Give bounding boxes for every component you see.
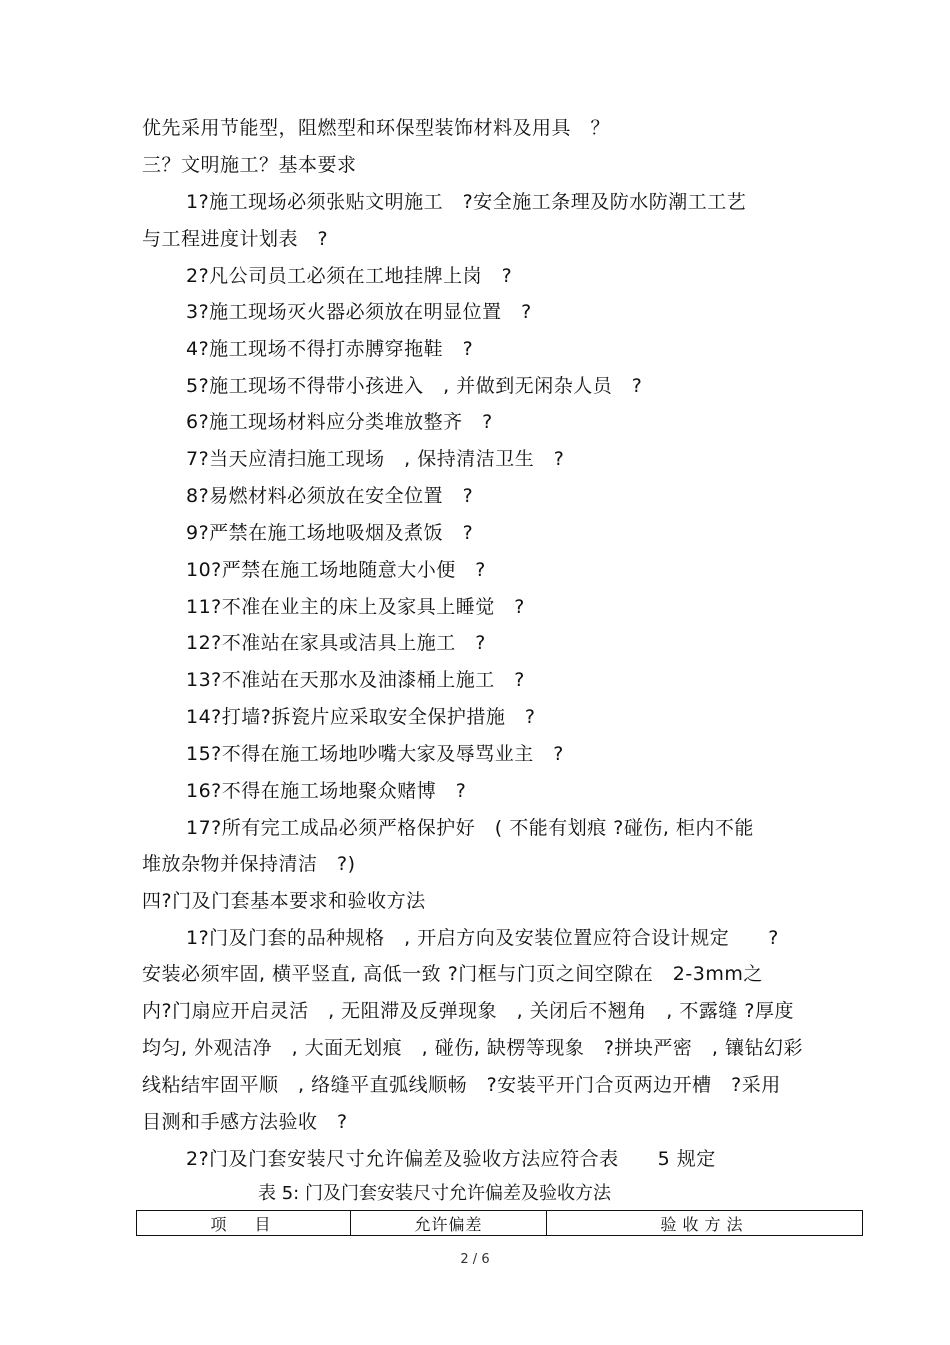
list-item: 8?易燃材料必须放在安全位置 ?: [186, 485, 474, 507]
section-heading: 四?门及门套基本要求和验收方法: [142, 890, 426, 912]
list-item: 16?不得在施工场地聚众赌博 ?: [186, 780, 467, 802]
list-item: 2?门及门套安装尺寸允许偏差及验收方法应符合表 5 规定: [186, 1148, 716, 1170]
list-item: 3?施工现场灭火器必须放在明显位置 ?: [186, 301, 532, 323]
table-caption: 表 5: 门及门套安装尺寸允许偏差及验收方法: [258, 1183, 611, 1204]
list-item: 17?所有完工成品必须严格保护好 ( 不能有划痕 ?碰伤, 柜内不能: [186, 817, 754, 839]
text-line: 优先采用节能型，阻燃型和环保型装饰材料及用具 ？: [142, 117, 611, 139]
text-line: 安装必须牢固, 横平竖直, 高低一致 ?门框与门页之间空隙在 2-3mm之: [142, 963, 763, 985]
section-heading: 三？文明施工？基本要求: [142, 154, 357, 176]
list-item: 15?不得在施工场地吵嘴大家及辱骂业主 ?: [186, 743, 564, 765]
text-line: 线粘结牢固平顺 , 络缝平直弧线顺畅 ?安装平开门合页两边开槽 ?采用: [142, 1074, 781, 1096]
page-number: 2 / 6: [460, 1252, 490, 1267]
table-header-cell: 允许偏差: [351, 1211, 547, 1236]
list-item: 1?施工现场必须张贴文明施工 ?安全施工条理及防水防潮工工艺: [186, 191, 747, 213]
list-item: 10?严禁在施工场地随意大小便 ?: [186, 559, 486, 581]
table-header-cell: 项 目: [137, 1211, 351, 1236]
list-item: 5?施工现场不得带小孩进入 , 并做到无闲杂人员 ?: [186, 375, 643, 397]
table-header-cell: 验收方法: [547, 1211, 863, 1236]
list-item: 13?不准站在天那水及油漆桶上施工 ?: [186, 669, 525, 691]
list-item: 11?不准在业主的床上及家具上睡觉 ?: [186, 596, 525, 618]
list-item: 14?打墙?拆瓷片应采取安全保护措施 ?: [186, 706, 536, 728]
list-item: 12?不准站在家具或洁具上施工 ?: [186, 632, 486, 654]
list-item: 2?凡公司员工必须在工地挂牌上岗 ?: [186, 265, 513, 287]
tolerance-table: [136, 1210, 863, 1236]
list-item: 7?当天应清扫施工现场 , 保持清洁卫生 ?: [186, 448, 565, 470]
list-item: 1?门及门套的品种规格 , 开启方向及安装位置应符合设计规定 ?: [186, 927, 779, 949]
text-line: 目测和手感方法验收 ?: [142, 1111, 348, 1133]
text-line: 与工程进度计划表 ?: [142, 228, 329, 250]
list-item: 9?严禁在施工场地吸烟及煮饭 ?: [186, 522, 474, 544]
text-line: 均匀, 外观洁净 , 大面无划痕 , 碰伤, 缺楞等现象 ?拼块严密 , 镶钻幻彩: [142, 1037, 803, 1059]
list-item: 6?施工现场材料应分类堆放整齐 ?: [186, 411, 493, 433]
list-item: 4?施工现场不得打赤膊穿拖鞋 ?: [186, 338, 474, 360]
table-header-row: [137, 1211, 863, 1236]
text-line: 堆放杂物并保持清洁 ?): [142, 853, 356, 875]
text-line: 内?门扇应开启灵活 , 无阻滞及反弹现象 , 关闭后不翘角 , 不露缝 ?厚度: [142, 1000, 794, 1022]
